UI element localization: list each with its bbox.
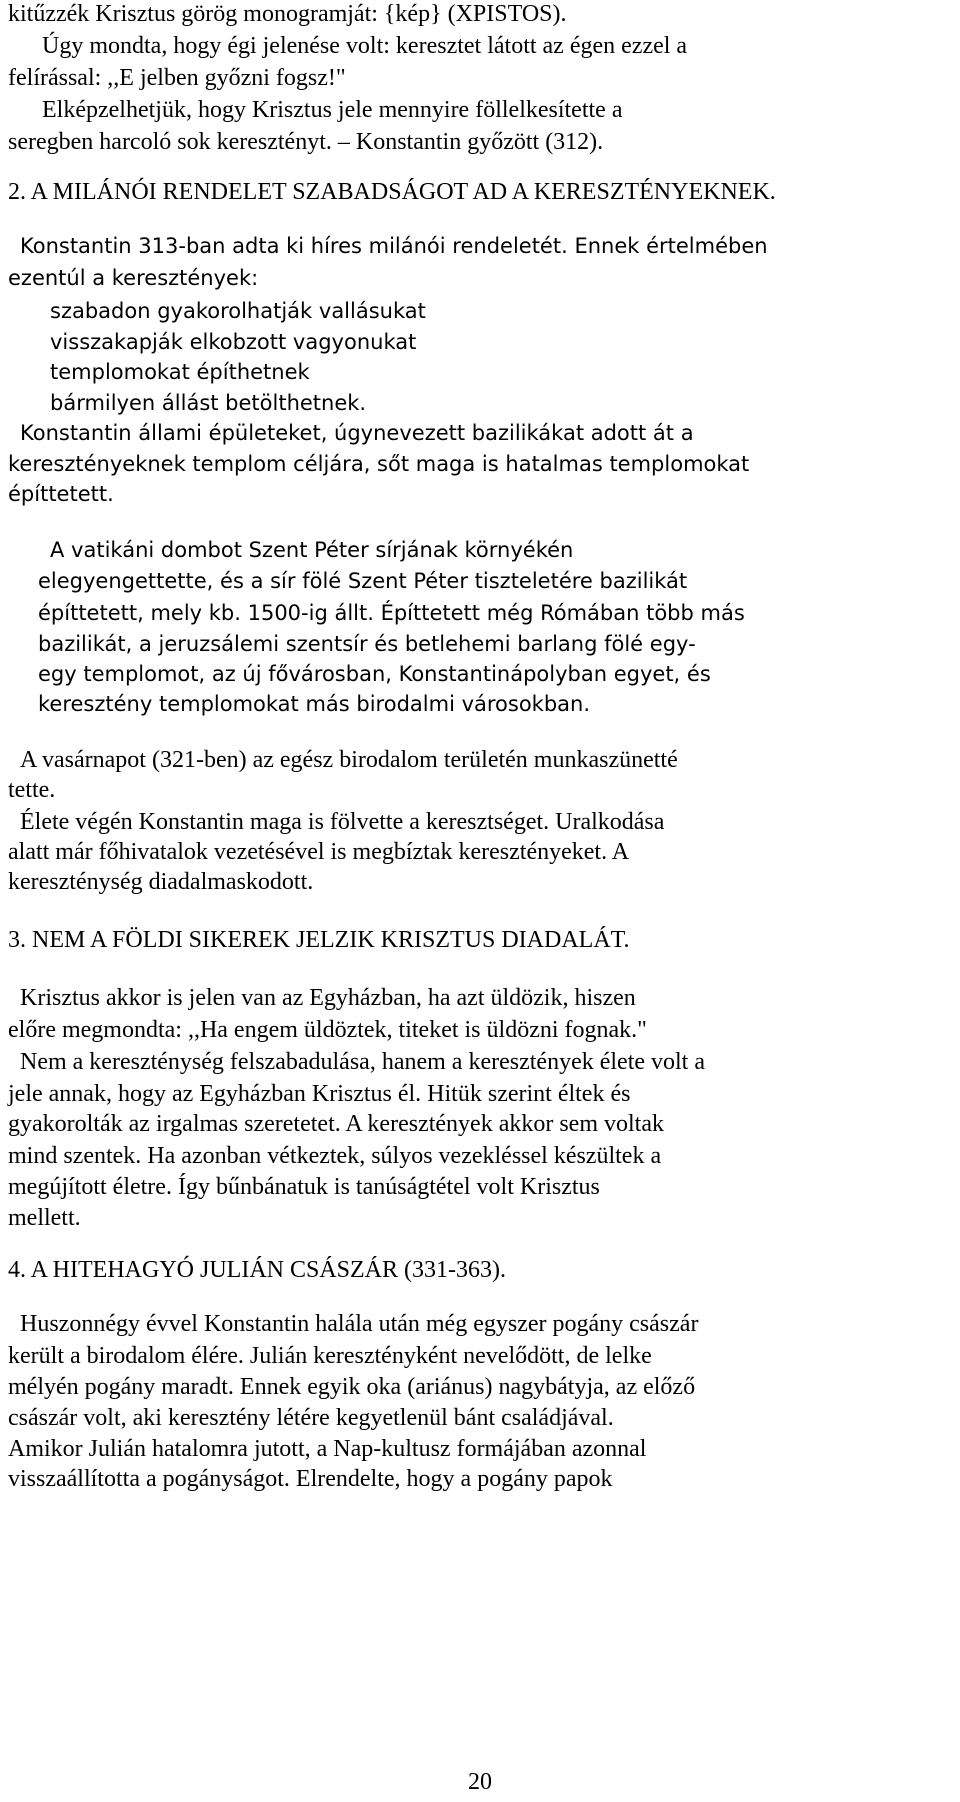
text-line: Konstantin állami épületeket, úgynevezett bazilikákat adott át a [20, 421, 694, 445]
section-heading: 2. A MILÁNÓI RENDELET SZABADSÁGOT AD A KERESZTÉNYEKNEK. [8, 179, 776, 205]
text-line: keresztény templomokat más birodalmi városokban. [38, 692, 591, 716]
text-line: építtetett. [8, 482, 114, 506]
text-line: megújított életre. Így bűnbánatuk is tanúságtétel volt Krisztus [8, 1174, 600, 1200]
text-line: ezentúl a keresztények: [8, 266, 259, 290]
text-line: Nem a kereszténység felszabadulása, hanem a keresztények élete volt a [20, 1049, 705, 1075]
text-line: Élete végén Konstantin maga is fölvette a keresztséget. Uralkodása [20, 809, 665, 835]
list-item: templomokat építhetnek [50, 360, 310, 384]
text-line: mind szentek. Ha azonban vétkeztek, súlyos vezekléssel készültek a [8, 1143, 662, 1169]
text-line: mellett. [8, 1205, 81, 1231]
text-line: kereszténység diadalmaskodott. [8, 869, 314, 895]
text-line: tette. [8, 777, 56, 803]
text-line: seregben harcoló sok keresztényt. – Konstantin győzött (312). [8, 129, 604, 155]
list-item: visszakapják elkobzott vagyonukat [50, 330, 417, 354]
text-line: A vatikáni dombot Szent Péter sírjának környékén [50, 538, 574, 562]
text-line: keresztényeknek templom céljára, sőt maga is hatalmas templomokat [8, 452, 750, 476]
text-line: került a birodalom élére. Julián keresztényként nevelődött, de lelke [8, 1343, 652, 1369]
text-line: visszaállította a pogányságot. Elrendelte, hogy a pogány papok [8, 1466, 613, 1492]
text-line: felírással: ,,E jelben győzni fogsz!" [8, 65, 346, 91]
text-line: Huszonnégy évvel Konstantin halála után még egyszer pogány császár [20, 1311, 699, 1337]
text-line: Konstantin 313-ban adta ki híres milánói rendeletét. Ennek értelmében [20, 234, 768, 258]
list-item: bármilyen állást betölthetnek. [50, 391, 367, 415]
text-line: elegyengettette, és a sír fölé Szent Péter tiszteletére bazilikát [38, 569, 688, 593]
text-line: építtetett, mely kb. 1500-ig állt. Építtetett még Rómában több más [38, 601, 745, 625]
text-line: egy templomot, az új fővárosban, Konstantinápolyban egyet, és [38, 662, 711, 686]
text-line: Elképzelhetjük, hogy Krisztus jele mennyire föllelkesítette a [42, 97, 623, 123]
text-line: alatt már főhivatalok vezetésével is megbíztak keresztényeket. A [8, 839, 630, 865]
text-line: jele annak, hogy az Egyházban Krisztus él. Hitük szerint éltek és [8, 1081, 631, 1107]
text-line: császár volt, aki keresztény létére kegyetlenül bánt családjával. [8, 1405, 614, 1431]
text-line: Krisztus akkor is jelen van az Egyházban, ha azt üldözik, hiszen [20, 985, 636, 1011]
page-number: 20 [468, 1769, 492, 1795]
text-line: Úgy mondta, hogy égi jelenése volt: keresztet látott az égen ezzel a [42, 33, 688, 59]
section-heading: 3. NEM A FÖLDI SIKEREK JELZIK KRISZTUS DIADALÁT. [8, 927, 630, 953]
section-heading: 4. A HITEHAGYÓ JULIÁN CSÁSZÁR (331-363). [8, 1257, 506, 1283]
list-item: szabadon gyakorolhatják vallásukat [50, 299, 426, 323]
text-line: előre megmondta: ,,Ha engem üldöztek, titeket is üldözni fognak." [8, 1017, 647, 1043]
text-line: bazilikát, a jeruzsálemi szentsír és betlehemi barlang fölé egy- [38, 632, 696, 656]
text-line: mélyén pogány maradt. Ennek egyik oka (ariánus) nagybátyja, az előző [8, 1374, 696, 1400]
text-line: A vasárnapot (321-ben) az egész birodalom területén munkaszünetté [20, 747, 678, 773]
text-line: gyakorolták az irgalmas szeretetet. A keresztények akkor sem voltak [8, 1111, 664, 1137]
text-line: Amikor Julián hatalomra jutott, a Nap-kultusz formájában azonnal [8, 1436, 647, 1462]
text-line: kitűzzék Krisztus görög monogramját: {kép} (XPISTOS). [8, 1, 567, 27]
